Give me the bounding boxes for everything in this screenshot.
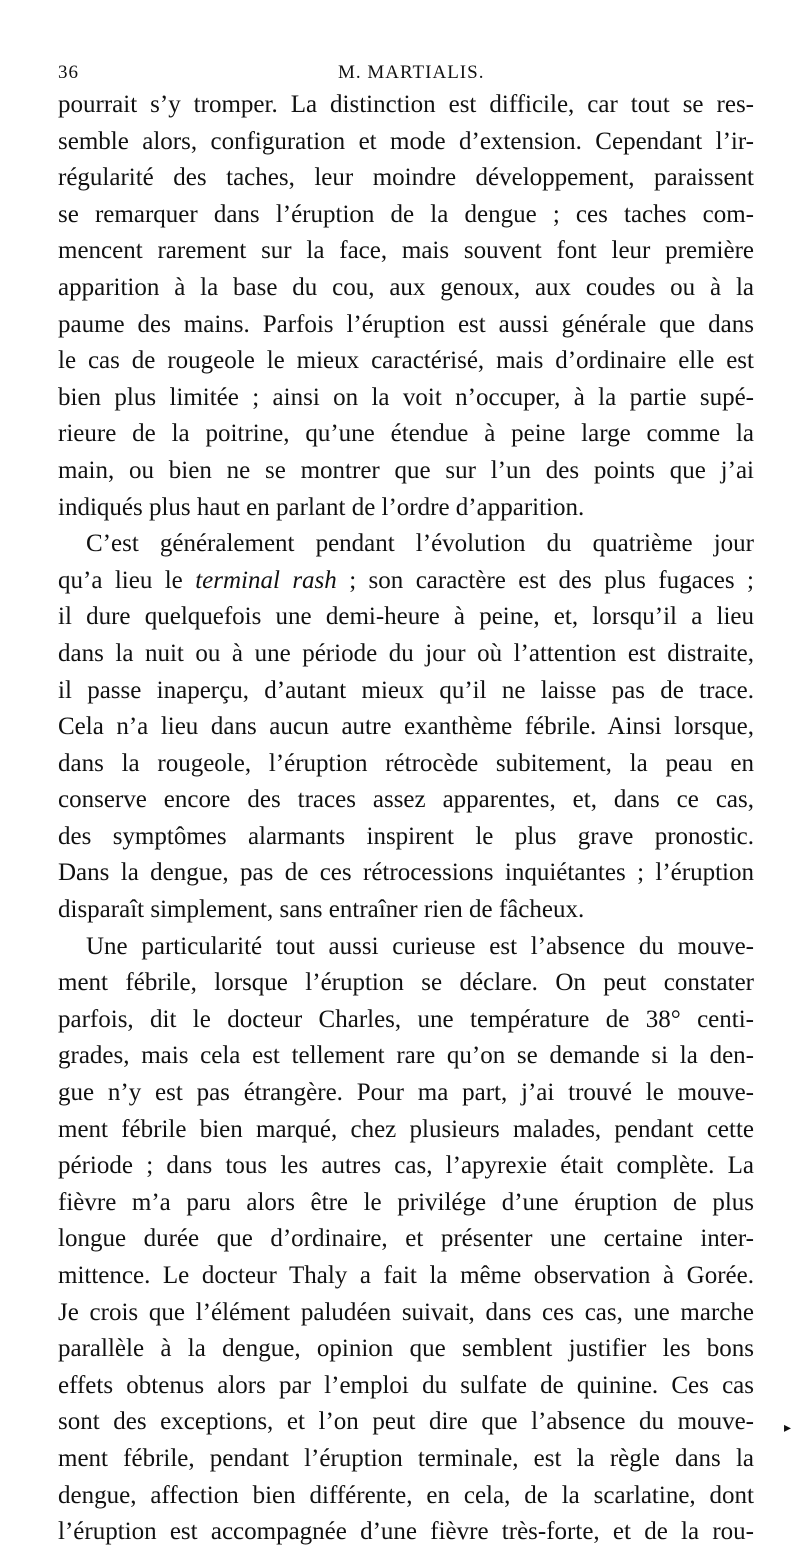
text-line: C’est généralement pendant l’évolution du quatrième jour [86,530,754,558]
text-line: parallèle à la dengue, opinion que semblent justifier les bons [58,1335,754,1363]
text-line: se remarquer dans l’éruption de la dengue ; ces taches com- [58,200,754,228]
text-line: sont des exceptions, et l’on peut dire que l’absence du mouve- [58,1408,754,1436]
text-line: pourrait s’y tromper. La distinction est difficile, car tout se res- [58,91,754,118]
text-line: dans la rougeole, l’éruption rétrocède subitement, la peau en [58,749,754,777]
text-line: conserve encore des traces assez apparentes, et, dans ce cas, [58,786,754,814]
text-line: grades, mais cela est tellement rare qu’on se demande si la den- [58,1042,754,1070]
text-line: dans la nuit ou à une période du jour où l’attention est distraite, [58,639,754,667]
text-line: gue n’y est pas étrangère. Pour ma part, j’ai trouvé le mouve- [58,1079,754,1107]
text-line: ment fébrile bien marqué, chez plusieurs malades, pendant cette [58,1115,754,1143]
text-line: dengue, affection bien différente, en cela, de la scarlatine, dont [58,1481,754,1509]
text-line: indiqués plus haut en parlant de l’ordre d’apparition. [58,493,585,521]
page-number: 36 [58,62,79,83]
text-line: l’éruption est accompagnée d’une fièvre très-forte, et de la rou- [58,1518,754,1546]
text-line: ment fébrile, lorsque l’éruption se déclare. On peut constater [58,969,754,997]
text-line: régularité des taches, leur moindre développement, paraissent [58,164,754,192]
text-line: disparaît simplement, sans entraîner rien de fâcheux. [58,896,585,924]
text-line: il passe inaperçu, d’autant mieux qu’il ne laisse pas de trace. [58,676,754,704]
text-line: effets obtenus alors par l’emploi du sulfate de quinine. Ces cas [58,1371,754,1399]
scan-mark: ▸ [784,1421,792,1436]
text-line: Une particularité tout aussi curieuse est l’absence du mouve- [86,932,754,960]
text-line: Dans la dengue, pas de ces rétrocessions inquiétantes ; l’éruption [58,859,754,887]
text-line: le cas de rougeole le mieux caractérisé, mais d’ordinaire elle est [58,347,754,375]
text-line: des symptômes alarmants inspirent le plus grave pronostic. [58,822,754,850]
text-line: apparition à la base du cou, aux genoux, aux coudes ou à la [58,273,754,301]
text-line: parfois, dit le docteur Charles, une température de 38° centi- [58,1005,754,1033]
text-line: période ; dans tous les autres cas, l’apyrexie était complète. La [58,1152,754,1180]
text-line: paume des mains. Parfois l’éruption est aussi générale que dans [58,310,754,338]
text-line: il dure quelquefois une demi-heure à peine, et, lorsqu’il a lieu [58,603,754,631]
text-line: bien plus limitée ; ainsi on la voit n’occuper, à la partie supé- [58,383,754,411]
text-line: semble alors, configuration et mode d’extension. Cependant l’ir- [58,127,754,155]
text-line: longue durée que d’ordinaire, et présenter une certaine inter- [58,1225,754,1253]
text-line: rieure de la poitrine, qu’une étendue à peine large comme la [58,420,754,448]
text-line: mittence. Le docteur Thaly a fait la même observation à Gorée. [58,1262,754,1289]
text-line: main, ou bien ne se montrer que sur l’un des points que j’ai [58,456,754,484]
body-text [58,87,754,1551]
text-line: qu’a lieu le terminal rash ; son caractère est des plus fugaces ; [58,566,754,594]
text-line: fièvre m’a paru alors être le privilége d’une éruption de plus [58,1188,754,1216]
text-line: Cela n’a lieu dans aucun autre exanthème fébrile. Ainsi lorsque, [58,713,754,741]
text-line: ment fébrile, pendant l’éruption terminale, est la règle dans la [58,1444,754,1472]
text-line: Je crois que l’élément paludéen suivait, dans ces cas, une marche [58,1298,754,1326]
running-head: M. MARTIALIS. [338,62,485,83]
text-line: mencent rarement sur la face, mais souvent font leur première [58,237,754,265]
